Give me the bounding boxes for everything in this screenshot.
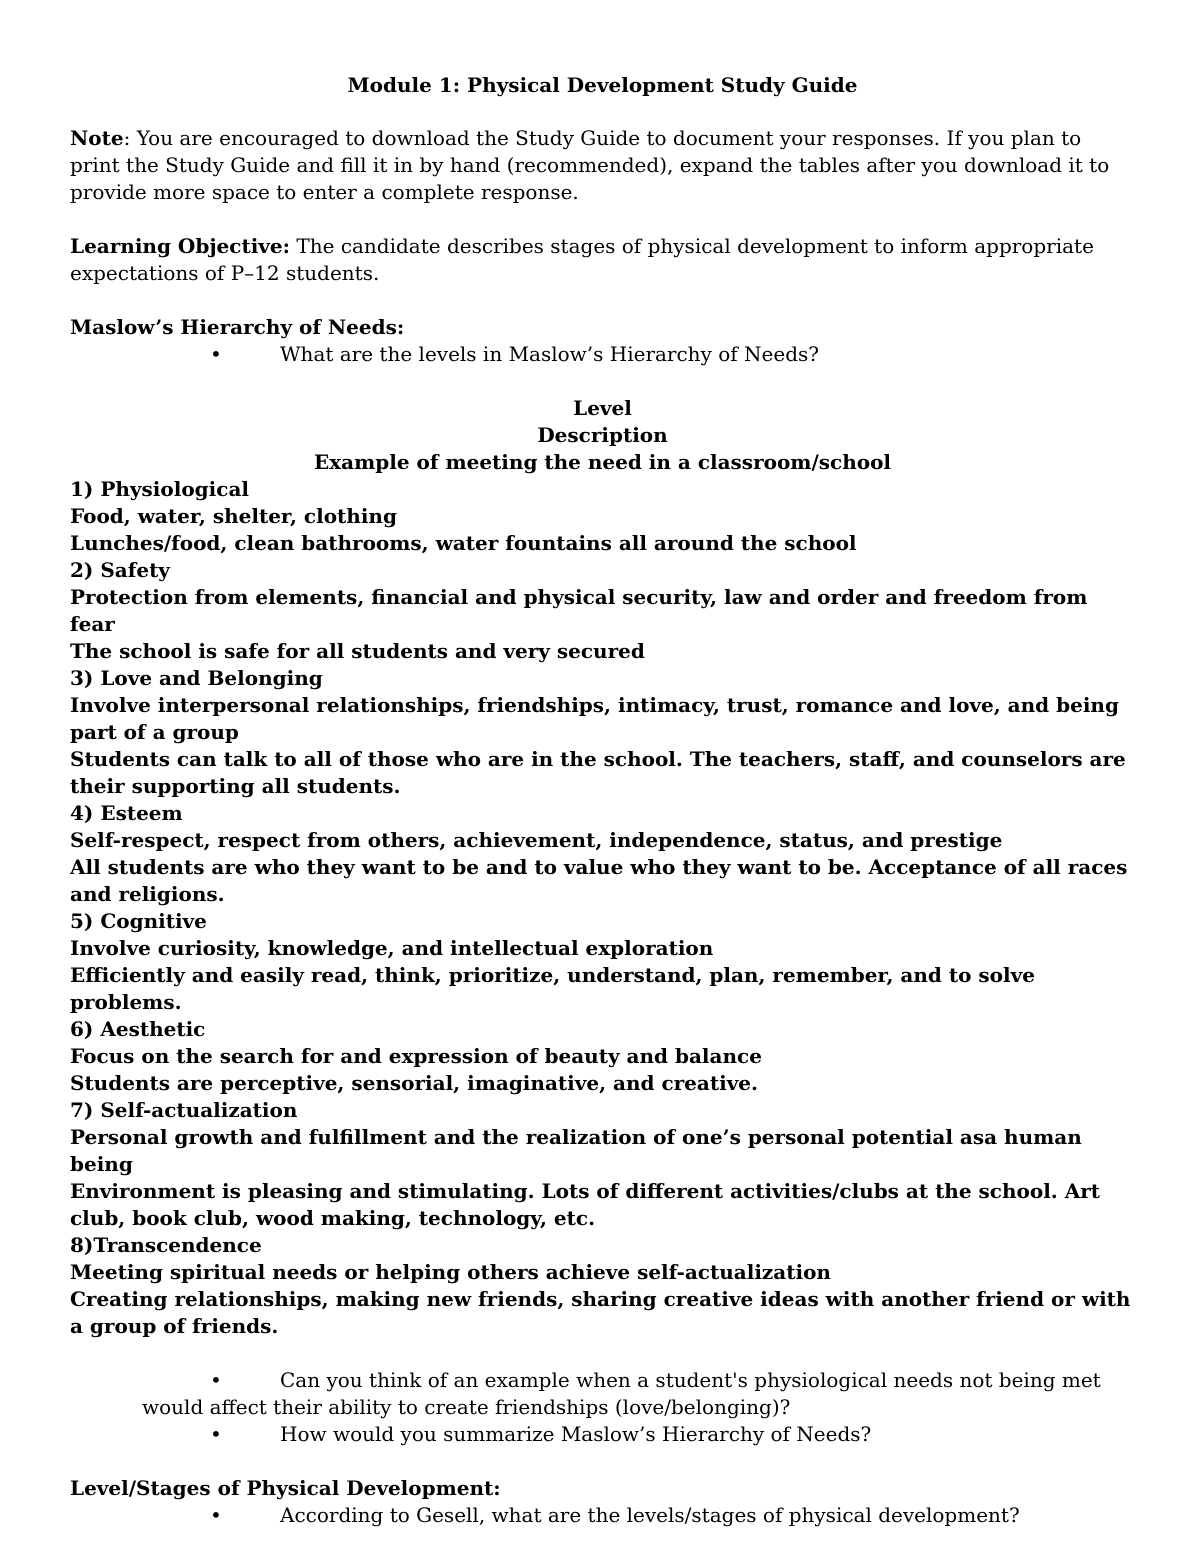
- row-level: 6) Aesthetic: [70, 1017, 206, 1041]
- question-text: How would you summarize Maslow’s Hierarchy of Needs?: [280, 1422, 872, 1446]
- bullet-icon: •: [210, 342, 222, 366]
- row-level: 2) Safety: [70, 558, 170, 582]
- row-level: 8)Transcendence: [70, 1233, 262, 1257]
- table-row: [70, 1232, 1135, 1340]
- maslow-heading: Maslow’s Hierarchy of Needs:: [70, 315, 405, 339]
- row-level: 3) Love and Belonging: [70, 666, 323, 690]
- row-example: The school is safe for all students and very secured: [70, 639, 645, 663]
- row-description: Focus on the search for and expression of beauty and balance: [70, 1044, 762, 1068]
- row-level: 1) Physiological: [70, 477, 249, 501]
- row-description: Involve interpersonal relationships, friendships, intimacy, trust, romance and love, and being part of a group: [70, 693, 1119, 744]
- row-example: Efficiently and easily read, think, prioritize, understand, plan, remember, and to solve problems.: [70, 963, 1035, 1014]
- table-row: [70, 476, 1135, 557]
- question-text: What are the levels in Maslow’s Hierarchy of Needs?: [280, 342, 819, 366]
- objective-text: The candidate describes stages of physical development to inform appropriate expectations of P–12 students.: [70, 234, 1094, 285]
- table-row: [70, 1097, 1135, 1232]
- note-paragraph: [70, 125, 1135, 206]
- table-row: [70, 908, 1135, 1016]
- study-guide-page: [70, 72, 1135, 1529]
- physical-heading: Level/Stages of Physical Development:: [70, 1476, 501, 1500]
- maslow-table-body: [70, 476, 1135, 1340]
- row-level: 4) Esteem: [70, 801, 183, 825]
- row-description: Self-respect, respect from others, achievement, independence, status, and prestige: [70, 828, 1003, 852]
- bullet-icon: •: [210, 1368, 222, 1392]
- maslow-table: [70, 395, 1135, 1340]
- row-example: Environment is pleasing and stimulating. Lots of different activities/clubs at the school. Art club, book club, wood making, technology, etc.: [70, 1179, 1101, 1230]
- row-example: Lunches/food, clean bathrooms, water fountains all around the school: [70, 531, 857, 555]
- physical-question-gesell: [70, 1502, 1135, 1529]
- table-header-level: Level: [573, 396, 632, 420]
- table-row: [70, 1016, 1135, 1097]
- page-title: Module 1: Physical Development Study Guide: [347, 73, 858, 97]
- row-level: 7) Self-actualization: [70, 1098, 298, 1122]
- row-example: Students can talk to all of those who are in the school. The teachers, staff, and counselors are their supporting all students.: [70, 747, 1126, 798]
- row-example: Students are perceptive, sensorial, imaginative, and creative.: [70, 1071, 758, 1095]
- table-row: [70, 557, 1135, 665]
- row-description: Protection from elements, financial and physical security, law and order and freedom from fear: [70, 585, 1088, 636]
- bullet-icon: •: [210, 1422, 222, 1446]
- table-header-example: Example of meeting the need in a classroom/school: [313, 450, 892, 474]
- note-label: Note: [70, 126, 124, 150]
- table-row: [70, 665, 1135, 800]
- table-row: [70, 800, 1135, 908]
- question-text: Can you think of an example when a student's physiological needs not being met would affect their ability to create friendships (love/belonging)?: [142, 1368, 1101, 1419]
- row-description: Personal growth and fulfillment and the realization of one’s personal potential asa human being: [70, 1125, 1082, 1176]
- row-example: Creating relationships, making new friends, sharing creative ideas with another friend or with a group of friends.: [70, 1287, 1131, 1338]
- row-example: All students are who they want to be and to value who they want to be. Acceptance of all races and religions.: [70, 855, 1128, 906]
- table-header-description: Description: [537, 423, 668, 447]
- row-description: Meeting spiritual needs or helping others achieve self-actualization: [70, 1260, 831, 1284]
- note-text: : You are encouraged to download the Study Guide to document your responses. If you plan to print the Study Guide and fill it in by hand (recommended), expand the tables after you download it to provide more space to enter a complete response.: [70, 126, 1110, 204]
- maslow-question-summary: [70, 1421, 1135, 1448]
- row-level: 5) Cognitive: [70, 909, 207, 933]
- objective-paragraph: [70, 233, 1135, 287]
- maslow-question-levels: [70, 341, 1135, 368]
- row-description: Food, water, shelter, clothing: [70, 504, 397, 528]
- bullet-icon: •: [210, 1503, 222, 1527]
- maslow-question-physiological: [70, 1367, 1135, 1421]
- question-text: According to Gesell, what are the levels/stages of physical development?: [280, 1503, 1020, 1527]
- objective-label: Learning Objective:: [70, 234, 291, 258]
- row-description: Involve curiosity, knowledge, and intellectual exploration: [70, 936, 714, 960]
